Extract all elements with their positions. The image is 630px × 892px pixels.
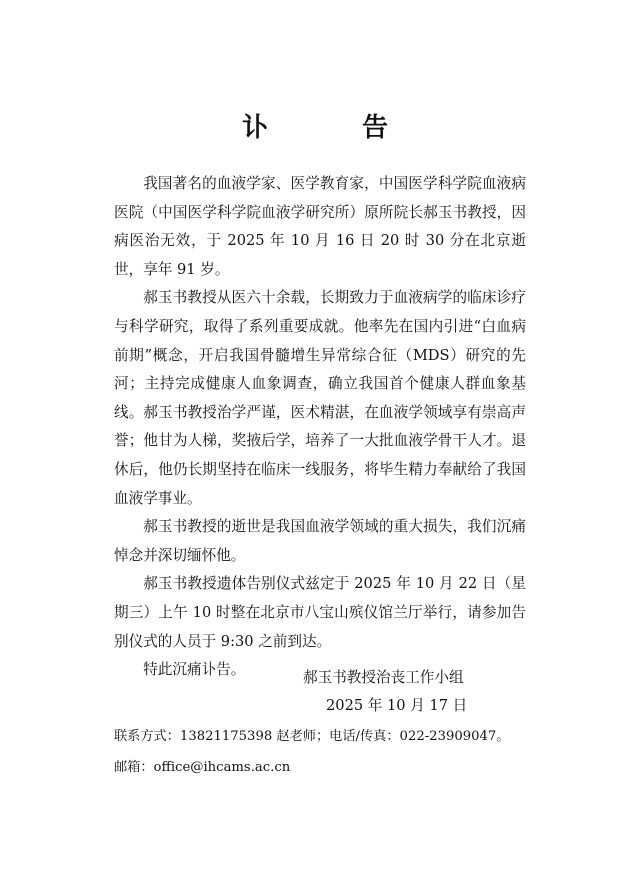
contact-email-line: 邮箱：office@ihcams.ac.cn [114,760,291,775]
signature-organization: 郝玉书教授治丧工作小组 [303,669,464,686]
paragraph-announcement: 我国著名的血液学家、医学教育家，中国医学科学院血液病医院（中国医学科学院血液学研究所）原所院长郝玉书教授，因病医治无效，于 2025 年 10 月 16 日 20 时 30 分在北京逝世，享年 91 岁。 [114,175,526,278]
paragraph-condolence: 郝玉书教授的逝世是我国血液学领域的重大损失，我们沉痛悼念并深切缅怀他。 [114,518,526,564]
signature-block [0,664,630,720]
paragraph-closing: 特此沉痛讣告。 [143,661,246,679]
document-body [114,170,526,685]
paragraph-career: 郝玉书教授从医六十余载，长期致力于血液病学的临床诊疗与科学研究，取得了系列重要成就。他率先在国内引进“白血病前期”概念，开启我国骨髓增生异常综合征（MDS）研究的先河；主持完成健康人血象调查，确立我国首个健康人群血象基线。郝玉书教授治学严谨，医术精湛，在血液学领域享有崇高声誉；他甘为人梯，奖掖后学，培养了一大批血液学骨干人才。退休后，他仍长期坚持在临床一线服务，将毕生精力奉献给了我国血液学事业。 [114,289,526,507]
signature-date: 2025 年 10 月 17 日 [326,697,468,714]
contact-phone-line: 联系方式：13821175398 赵老师；电话/传真：022-23909047。 [114,729,510,744]
document-title: 讣 告 [241,113,422,143]
paragraph-funeral-arrangement: 郝玉书教授遗体告别仪式兹定于 2025 年 10 月 22 日（星期三）上午 10 时整在北京市八宝山殡仪馆兰厅举行，请参加告别仪式的人员于 9:30 之前到达。 [114,575,526,650]
